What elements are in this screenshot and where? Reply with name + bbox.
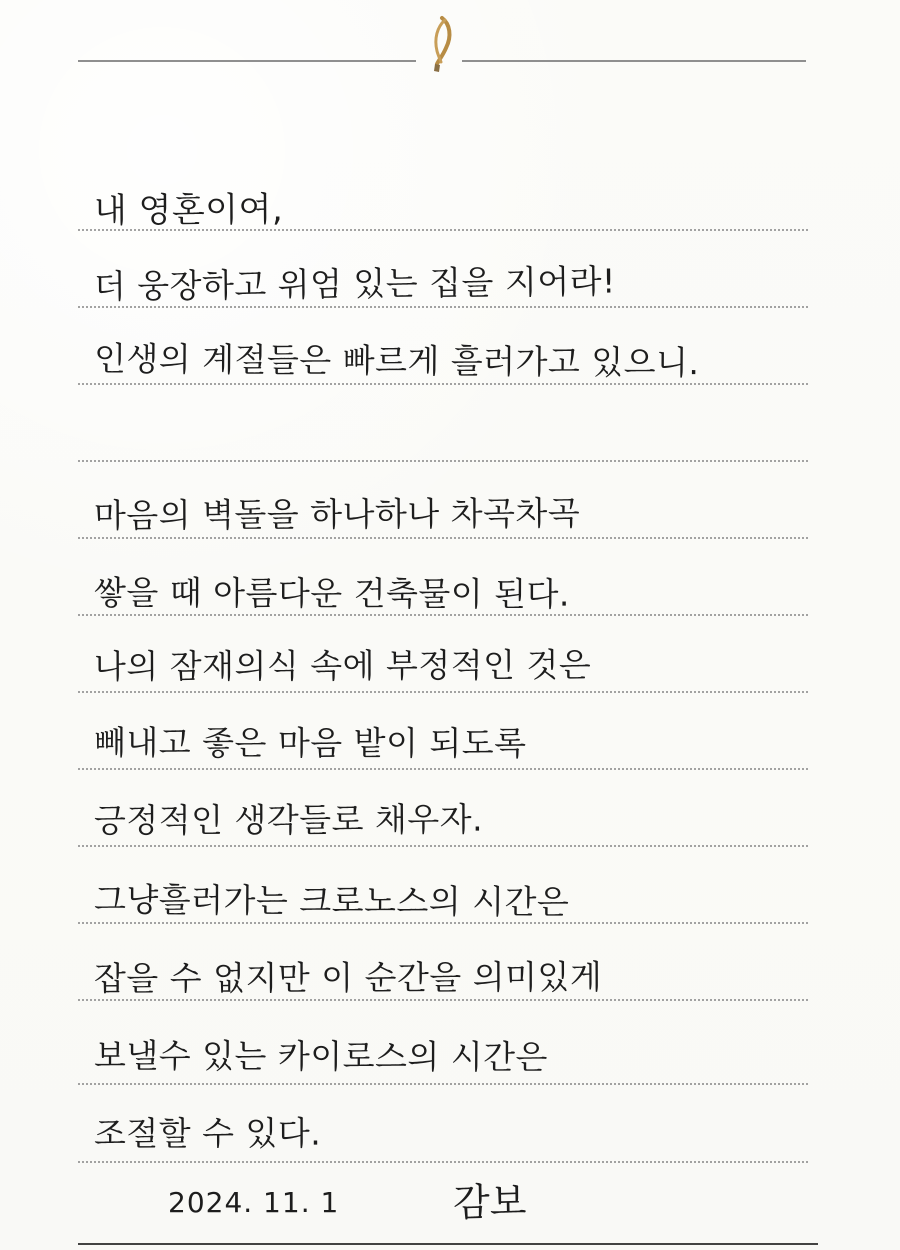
note-line-12: 조절할 수 있다. — [93, 1113, 322, 1153]
note-line-4: 마음의 벽돌을 하나하나 차곡차곡 — [93, 493, 581, 535]
bottom-page-edge — [78, 1243, 818, 1245]
signature: 감보 — [452, 1179, 527, 1225]
ruled-line — [78, 614, 808, 616]
ruled-line — [78, 845, 808, 847]
ruled-line — [78, 306, 808, 308]
date-text: 2024. 11. 1 — [168, 1186, 340, 1219]
note-line-7: 빼내고 좋은 마음 밭이 되도록 — [93, 723, 527, 763]
note-line-6: 나의 잠재의식 속에 부정적인 것은 — [93, 645, 592, 686]
ruled-line — [78, 383, 808, 385]
ruled-line — [78, 999, 808, 1001]
ruled-line — [78, 768, 808, 770]
note-line-1: 내 영혼이여, — [93, 189, 284, 231]
note-line-5: 쌓을 때 아름다운 건축물이 된다. — [93, 573, 570, 614]
quill-icon — [419, 14, 463, 76]
note-line-11: 보낼수 있는 카이로스의 시간은 — [93, 1036, 549, 1077]
note-line-9: 그냥흘러가는 크로노스의 시간은 — [93, 880, 570, 922]
top-ornament-right-line — [462, 60, 806, 62]
note-line-3: 인생의 계절들은 빠르게 흘러가고 있으니. — [93, 339, 700, 383]
note-line-2: 더 웅장하고 위엄 있는 집을 지어라! — [93, 261, 616, 306]
note-line-10: 잡을 수 없지만 이 순간을 의미있게 — [93, 957, 603, 998]
ruled-line — [78, 1161, 808, 1163]
ruled-line — [78, 537, 808, 539]
ruled-line — [78, 460, 808, 462]
note-line-8: 긍정적인 생각들로 채우자. — [93, 799, 484, 840]
ruled-line — [78, 922, 808, 924]
ruled-line — [78, 1083, 808, 1085]
ruled-line — [78, 691, 808, 693]
top-ornament-left-line — [78, 60, 416, 62]
